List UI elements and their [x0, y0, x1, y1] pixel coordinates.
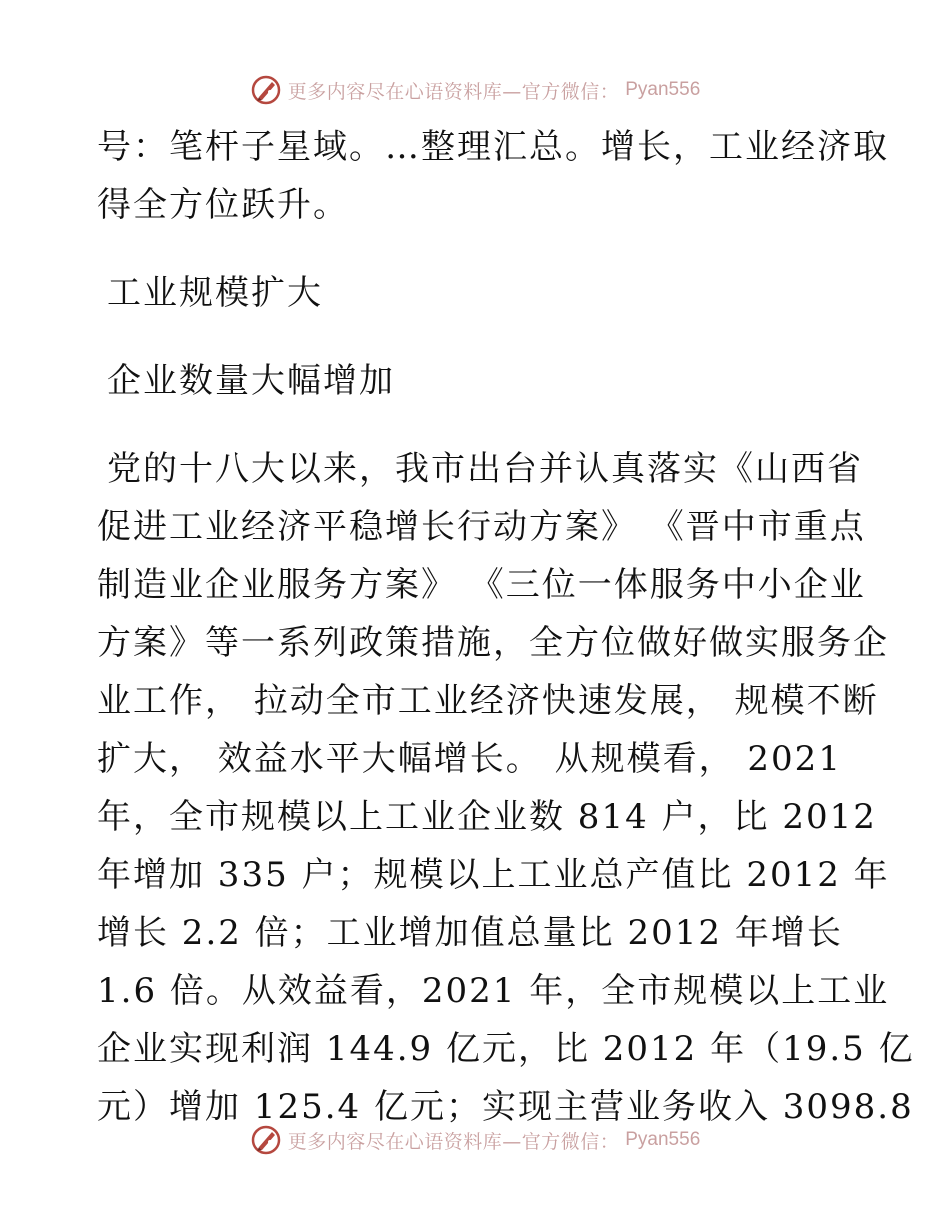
pen-logo-icon — [250, 1124, 282, 1156]
text-line: 年增加 335 户；规模以上工业总产值比 2012 年 — [97, 855, 890, 895]
text-line: 方案》等一系列政策措施，全方位做好做实服务企 — [97, 623, 889, 663]
header-wechat-id: Pyan556 — [625, 79, 701, 100]
text-line: 企业实现利润 144.9 亿元，比 2012 年（19.5 亿 — [97, 1029, 915, 1069]
header-banner-text: 更多内容尽在心语资料库—官方微信： — [287, 80, 620, 103]
text-line: 年，全市规模以上工业企业数 814 户，比 2012 — [97, 797, 877, 837]
text-line: 制造业企业服务方案》 《三位一体服务中小企业 — [97, 565, 866, 605]
footer-wechat-id: Pyan556 — [625, 1129, 701, 1150]
text-line: 1.6 倍。从效益看，2021 年，全市规模以上工业 — [97, 971, 890, 1011]
text-line: 得全方位跃升。 — [97, 185, 349, 225]
footer-banner — [0, 1120, 950, 1160]
header-banner — [0, 70, 950, 110]
section-heading: 工业规模扩大 — [107, 273, 323, 313]
text-line: 业工作， 拉动全市工业经济快速发展， 规模不断 — [97, 681, 879, 721]
footer-banner-text: 更多内容尽在心语资料库—官方微信： — [287, 1130, 620, 1153]
document-body — [97, 118, 915, 1136]
text-line: 元）增加 125.4 亿元；实现主营业务收入 3098.8 — [97, 1087, 914, 1127]
text-line: 党的十八大以来，我市出台并认真落实《山西省 — [107, 449, 863, 489]
text-line: 号：笔杆子星域。…整理汇总。增长，工业经济取 — [97, 127, 889, 167]
text-line: 促进工业经济平稳增长行动方案》 《晋中市重点 — [97, 507, 866, 547]
subsection-heading: 企业数量大幅增加 — [107, 361, 395, 401]
pen-logo-icon — [250, 74, 282, 106]
text-line: 扩大， 效益水平大幅增长。 从规模看， 2021 — [97, 739, 842, 779]
text-line: 增长 2.2 倍；工业增加值总量比 2012 年增长 — [97, 913, 843, 953]
